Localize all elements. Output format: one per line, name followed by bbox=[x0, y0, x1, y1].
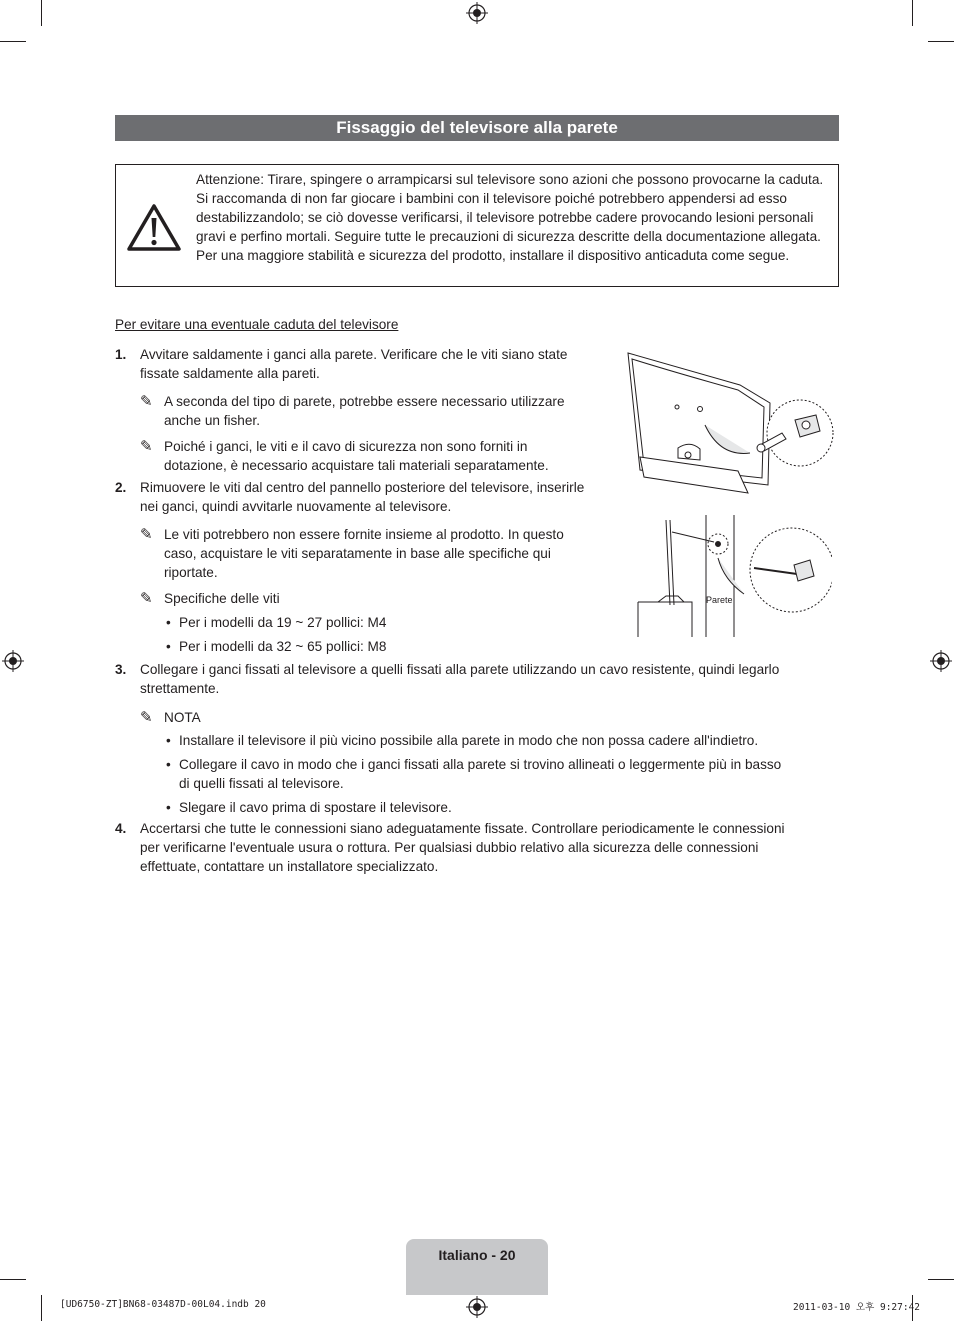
note-text: dotazione, è necessario acquistare tali materiali separatamente. bbox=[164, 458, 549, 473]
step-text: fissate saldamente alla pareti. bbox=[140, 366, 320, 381]
page-number: Italiano - 20 bbox=[438, 1247, 516, 1263]
section-title: Fissaggio del televisore alla parete bbox=[115, 115, 839, 141]
crop-mark bbox=[928, 41, 954, 42]
bullet-text: Collegare il cavo in modo che i ganci fissati alla parete si trovino allineati o leggermente più in basso bbox=[179, 757, 782, 772]
registration-mark-icon bbox=[466, 2, 488, 24]
note-text: Poiché i ganci, le viti e il cavo di sicurezza non sono forniti in bbox=[164, 439, 528, 454]
wall-label: Parete bbox=[706, 595, 733, 605]
bullet-text: Per i modelli da 19 ~ 27 pollici: M4 bbox=[179, 615, 387, 630]
note-pencil-icon: ✎ bbox=[140, 709, 153, 726]
footer-file-info: [UD6750-ZT]BN68-03487D-00L04.indb 20 bbox=[60, 1299, 266, 1310]
step-text: Rimuovere le viti dal centro del pannello posteriore del televisore, inserirle bbox=[140, 480, 585, 495]
tv-rear-hook-illustration bbox=[620, 345, 835, 500]
bullet-icon: • bbox=[166, 733, 171, 748]
crop-mark bbox=[41, 0, 42, 26]
bullet-icon: • bbox=[166, 615, 171, 630]
bullet-text: Per i modelli da 32 ~ 65 pollici: M8 bbox=[179, 639, 387, 654]
note-pencil-icon: ✎ bbox=[140, 393, 153, 410]
note-text: riportate. bbox=[164, 565, 218, 580]
warning-label: Attenzione bbox=[196, 172, 261, 187]
step-number: 3. bbox=[115, 662, 127, 677]
note-text: caso, acquistare le viti separatamente in base alle specifiche qui bbox=[164, 546, 551, 561]
step-number: 1. bbox=[115, 347, 127, 362]
crop-mark bbox=[912, 0, 913, 26]
crop-mark bbox=[0, 1279, 26, 1280]
step-text: nei ganci, quindi avvitarle nuovamente al televisore. bbox=[140, 499, 452, 514]
step-text: Accertarsi che tutte le connessioni siano adeguatamente fissate. Controllare periodicamente le connessioni bbox=[140, 821, 785, 836]
subheading: Per evitare una eventuale caduta del televisore bbox=[115, 317, 399, 332]
step-number: 2. bbox=[115, 480, 127, 495]
registration-mark-icon bbox=[466, 1296, 488, 1318]
note-label: NOTA bbox=[164, 710, 201, 725]
warning-text bbox=[196, 170, 828, 265]
step-text: Avvitare saldamente i ganci alla parete. Verificare che le viti siano state bbox=[140, 347, 568, 362]
note-text: Specifiche delle viti bbox=[164, 591, 280, 606]
bullet-icon: • bbox=[166, 639, 171, 654]
note-text: Le viti potrebbero non essere fornite insieme al prodotto. In questo bbox=[164, 527, 564, 542]
footer-timestamp: 2011-03-10 오후 9:27:42 bbox=[793, 1302, 921, 1313]
step-number: 4. bbox=[115, 821, 127, 836]
bullet-icon: • bbox=[166, 757, 171, 772]
bullet-text: Installare il televisore il più vicino possibile alla parete in modo che non possa cadere all'indietro. bbox=[179, 733, 759, 748]
note-pencil-icon: ✎ bbox=[140, 590, 153, 607]
note-pencil-icon: ✎ bbox=[140, 438, 153, 455]
warning-body: : Tirare, spingere o arrampicarsi sul televisore sono azioni che possono provocarne la caduta. Si raccomanda di non far giocare i bambini con il televisore poiché potrebbero appendersi ad esso destabilizzandolo; se ciò dovesse verificarsi, il televisore potrebbe cadere provocando lesioni personali gravi e perfino mortali. Seguire tutte le precauzioni di sicurezza descritte della documentazione allegata. Per una maggiore stabilità e sicurezza del prodotto, installare il dispositivo anticaduta come segue. bbox=[196, 172, 824, 263]
bullet-text: Slegare il cavo prima di spostare il televisore. bbox=[179, 800, 452, 815]
step-text: per verificarne l'eventuale usura o rottura. Per qualsiasi dubbio relativo alla sicurezza delle connessioni bbox=[140, 840, 759, 855]
crop-mark bbox=[928, 1279, 954, 1280]
note-pencil-icon: ✎ bbox=[140, 526, 153, 543]
warning-box bbox=[115, 164, 839, 287]
warning-triangle-icon bbox=[126, 203, 182, 253]
step-text: strettamente. bbox=[140, 681, 220, 696]
bullet-icon: • bbox=[166, 800, 171, 815]
crop-mark bbox=[41, 1295, 42, 1321]
note-text: anche un fisher. bbox=[164, 413, 260, 428]
tv-wall-side-illustration bbox=[632, 510, 832, 640]
registration-mark-icon bbox=[2, 650, 24, 672]
crop-mark bbox=[0, 41, 26, 42]
step-text: Collegare i ganci fissati al televisore a quelli fissati alla parete utilizzando un cavo resistente, quindi legarlo bbox=[140, 662, 780, 677]
bullet-text: di quelli fissati al televisore. bbox=[179, 776, 344, 791]
note-text: A seconda del tipo di parete, potrebbe essere necessario utilizzare bbox=[164, 394, 565, 409]
registration-mark-icon bbox=[930, 650, 952, 672]
step-text: effettuate, contattare un installatore specializzato. bbox=[140, 859, 439, 874]
